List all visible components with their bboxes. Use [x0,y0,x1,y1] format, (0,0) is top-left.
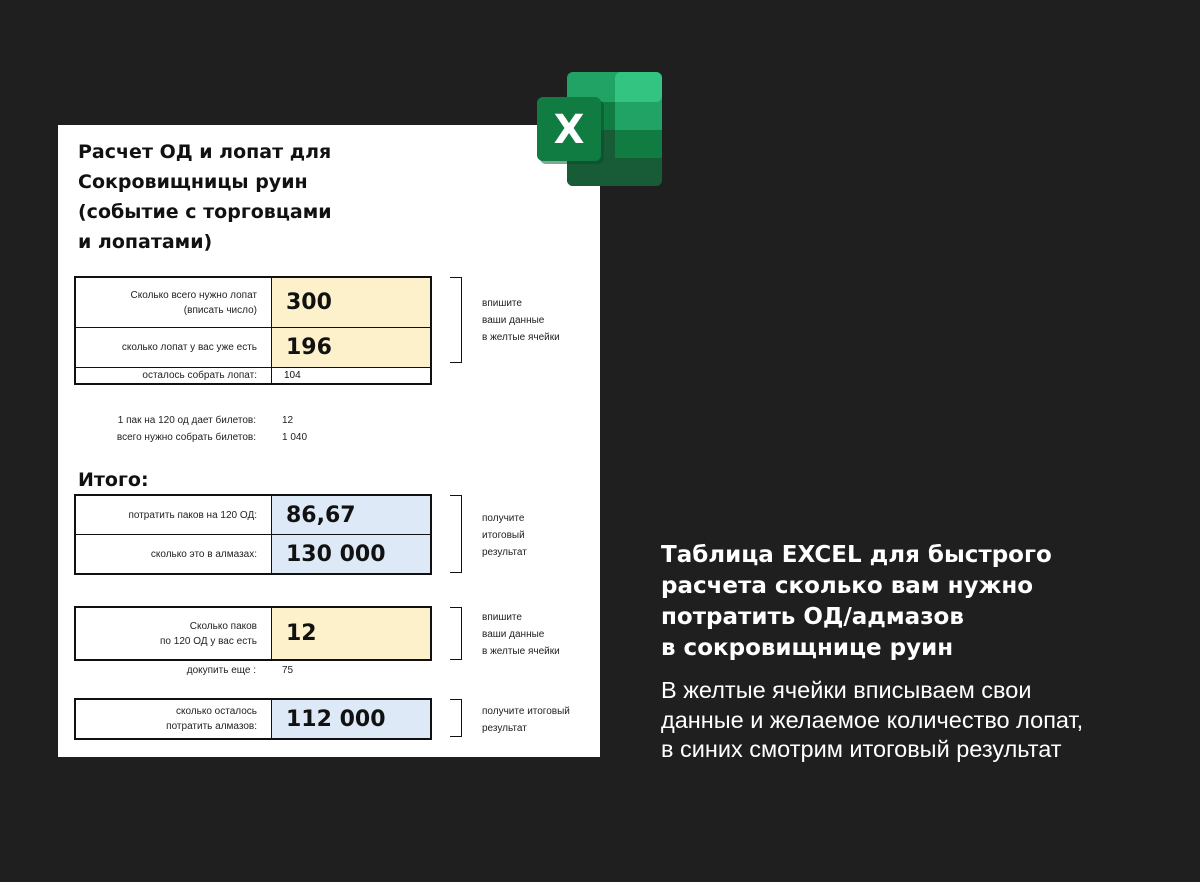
note-enter-data: впишите ваши данные в желтые ячейки [482,612,560,657]
table-row [76,700,430,738]
remaining-diamonds-label: сколько осталось потратить алмазов: [76,700,272,738]
excel-letter: X [553,107,585,153]
total-heading: Итого: [78,469,149,491]
table-row [76,608,430,659]
remaining-diamonds-value: 112 000 [272,700,430,738]
table-row [76,278,430,327]
subtext: В желтые ячейки вписываем свои данные и желаемое количество лопат, в синих смотрим итоговый результат [661,677,1084,762]
shovels-table [74,276,432,385]
excel-icon [537,72,662,186]
owned-shovels-input[interactable]: 196 [272,328,430,367]
info-row [74,432,374,443]
buy-more-label: докупить еще : [186,665,256,676]
headline: Таблица EXCEL для быстрого расчета сколько вам нужно потратить ОД/адмазов в сокровищнице руин [661,542,1052,661]
info-row [74,415,374,426]
table-row [76,367,430,383]
packs-to-spend-value: 86,67 [272,496,430,534]
note-enter-data: впишите ваши данные в желтые ячейки [482,298,560,343]
packs-table [74,606,432,661]
note-get-result: получите итоговый результат [482,513,527,558]
remaining-shovels-value: 104 [284,370,301,381]
table-row [76,534,430,573]
remaining-shovels-label: осталось собрать лопат: [76,368,272,383]
diamonds-value: 130 000 [272,535,430,573]
tickets-needed-label: всего нужно собрать билетов: [116,432,256,443]
total-shovels-input[interactable]: 300 [272,278,430,327]
bracket [450,495,462,573]
bracket [450,699,462,737]
result-table [74,494,432,575]
final-table [74,698,432,740]
tickets-per-pack-value: 12 [282,415,294,426]
table-row [76,327,430,367]
tickets-per-pack-label: 1 пак на 120 од дает билетов: [117,415,256,426]
owned-packs-label: Сколько паков по 120 ОД у вас есть [76,608,272,659]
note-get-result: получите итоговый результат [482,706,570,734]
buy-more-value: 75 [282,665,294,676]
owned-packs-input[interactable]: 12 [272,608,430,659]
info-row [74,665,374,676]
bracket [450,607,462,660]
bracket [450,277,462,363]
spreadsheet-card [58,125,600,757]
owned-shovels-label: сколько лопат у вас уже есть [76,328,272,367]
sheet-title: Расчет ОД и лопат для Сокровищницы руин (событие с торговцами и лопатами) [78,141,332,253]
tickets-needed-value: 1 040 [282,432,308,443]
table-row [76,496,430,534]
total-shovels-label: Сколько всего нужно лопат (вписать число) [76,278,272,327]
packs-to-spend-label: потратить паков на 120 ОД: [76,496,272,534]
diamonds-label: сколько это в алмазах: [76,535,272,573]
